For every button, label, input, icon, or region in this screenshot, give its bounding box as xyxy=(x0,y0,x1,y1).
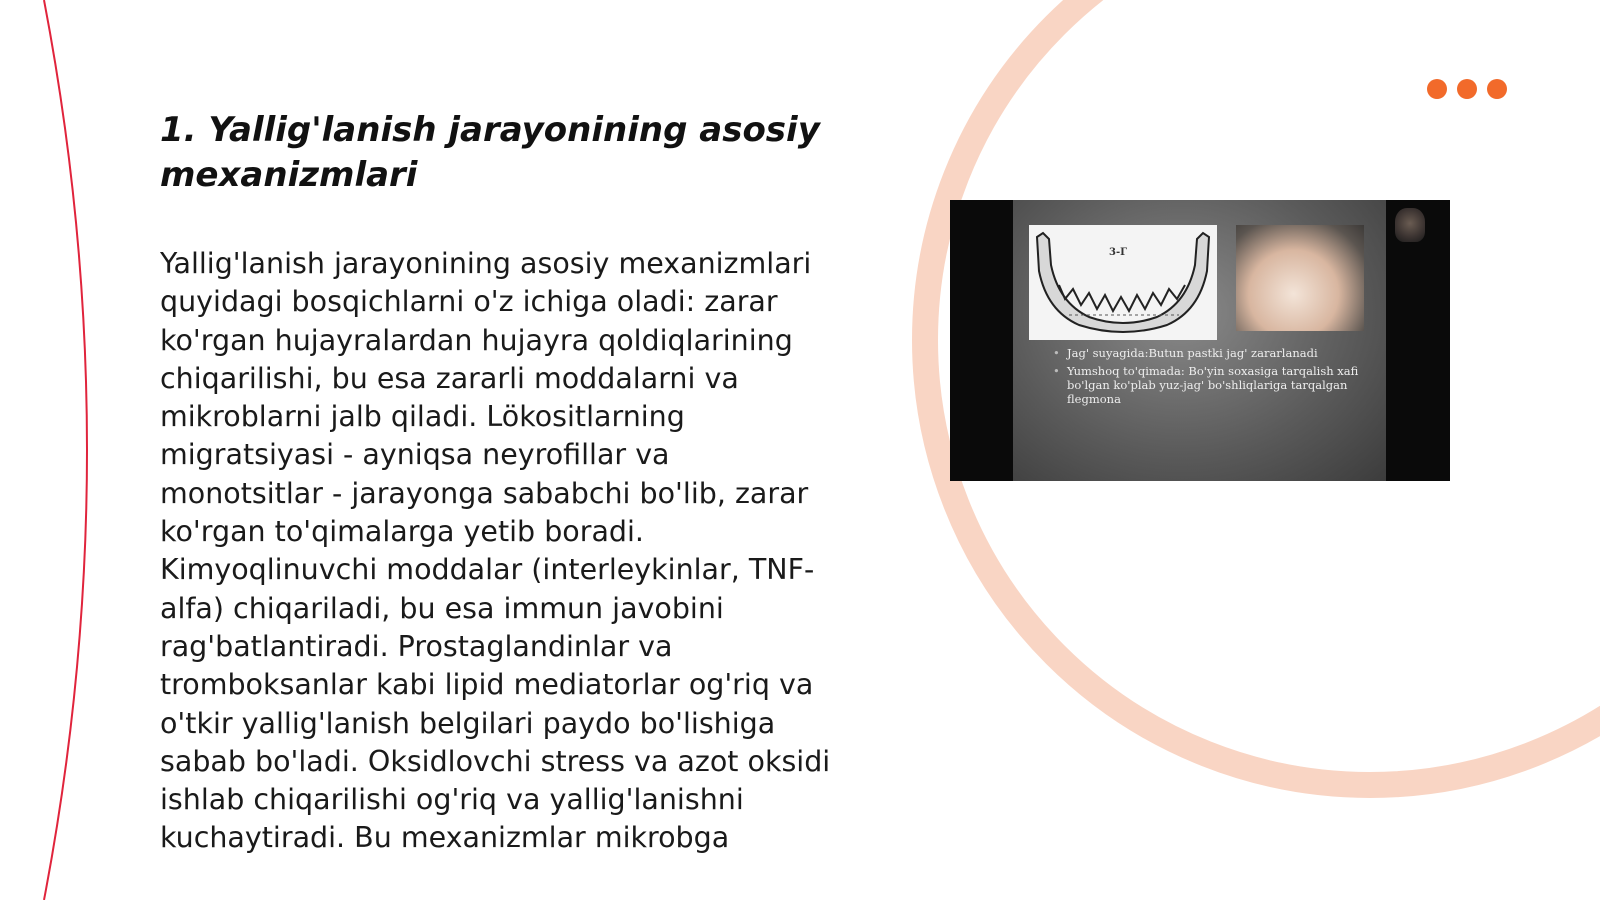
dot-icon xyxy=(1427,79,1447,99)
projected-bullet-list xyxy=(1051,346,1371,410)
slide-body-text: Yallig'lanish jarayonining asosiy mexanizmlari quyidagi bosqichlarni o'z ichiga oladi: zarar ko'rgan hujayralardan hujayra qoldiqlarining chiqarilishi, bu esa zararli moddalarni va mikroblarni jalb qiladi. Lökositlarning migratsiyasi - ayniqsa neyrofillar va monotsitlar - jarayonga sababchi bo'lib, zarar ko'rgan to'qimalarga yetib boradi. Kimyoqlinuvchi moddalar (interleykinlar, TNF-alfa) chiqariladi, bu esa immun javobini rag'batlantiradi. Prostaglandinlar va tromboksanlar kabi lipid mediatorlar og'riq va o'tkir yallig'lanish belgilari paydo bo'lishiga sabab bo'ladi. Oksidlovchi stress va azot oksidi ishlab chiqarilishi og'riq va yallig'lanishni kuchaytiradi. Bu mexanizmlar mikrobga xyxy=(160,247,831,855)
dot-icon xyxy=(1457,79,1477,99)
more-dots-icon xyxy=(1427,79,1507,99)
dot-icon xyxy=(1487,79,1507,99)
slide-title: 1. Yallig'lanish jarayonining asosiy mexanizmlari xyxy=(160,110,820,195)
embedded-slide-photo xyxy=(950,200,1450,481)
mandible-drawing xyxy=(1029,225,1217,340)
projected-slide xyxy=(1013,200,1386,481)
patient-photo xyxy=(1236,225,1364,331)
list-item: • Jag' suyagida:Butun pastki jag' zararlanadi xyxy=(1051,346,1371,360)
presenter-figure xyxy=(1395,208,1425,242)
left-accent-line xyxy=(44,0,87,900)
jaw-bone-illustration xyxy=(1029,225,1217,340)
list-item: • Yumshoq to'qimada: Bo'yin soxasiga tarqalish xafi bo'lgan ko'plab yuz-jag' bo'shliqlariga tarqalgan flegmona xyxy=(1051,364,1371,406)
jaw-figure-label: 3-Г xyxy=(1109,247,1128,258)
